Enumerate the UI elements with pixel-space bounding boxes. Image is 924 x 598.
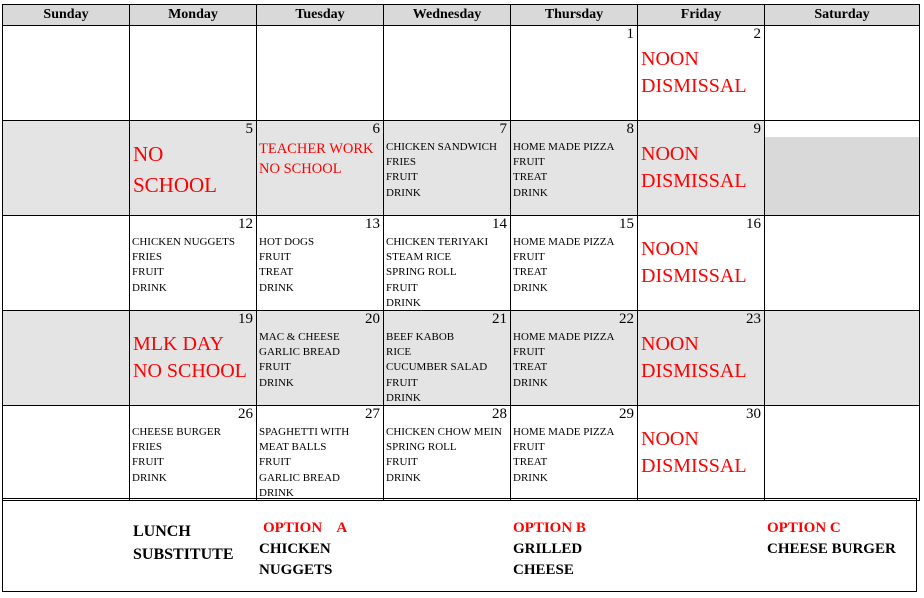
day-cell-tuesday [257, 311, 384, 406]
menu-item: FRIES [132, 251, 162, 264]
lunch-substitute-box [2, 498, 917, 592]
menu-item: CHICKEN TERIYAKI [386, 236, 489, 248]
notice-line: NO SCHOOL [133, 360, 247, 382]
header-monday: Monday [130, 5, 257, 26]
notice-line: DISMISSAL [641, 170, 747, 192]
day-cell-friday [638, 121, 765, 216]
option-a-line1: CHICKEN [259, 541, 331, 557]
day-number: 5 [245, 121, 253, 137]
lunch-menu [132, 235, 235, 296]
option-c-line1: CHEESE BURGER [767, 541, 896, 557]
day-cell-sunday [3, 216, 130, 311]
lunch-menu [386, 235, 488, 311]
day-cell-monday [130, 311, 257, 406]
header-thursday: Thursday [511, 5, 638, 26]
menu-item: DRINK [259, 376, 294, 389]
day-cell-tuesday [257, 121, 384, 216]
menu-item: DRINK [132, 471, 167, 484]
day-number: 2 [753, 26, 761, 42]
menu-item: MAC & CHEESE [259, 331, 340, 343]
menu-item: FRUIT [132, 266, 164, 279]
day-cell-friday [638, 216, 765, 311]
notice-line: DISMISSAL [641, 265, 747, 287]
week-row [3, 406, 920, 501]
notice-line: NOON [641, 333, 699, 355]
day-cell-thursday [511, 216, 638, 311]
menu-item: DRINK [513, 186, 548, 199]
menu-item: FRUIT [259, 251, 291, 264]
menu-item: FRUIT [259, 456, 291, 469]
menu-item: FRUIT [132, 456, 164, 469]
day-cell-monday [130, 26, 257, 121]
day-cell-monday [130, 121, 257, 216]
menu-item: CHEESE BURGER [132, 426, 221, 438]
day-number: 16 [746, 216, 761, 232]
menu-item: HOME MADE PIZZA [513, 236, 615, 248]
notice-line: NOON [641, 143, 699, 165]
day-cell-wednesday [384, 406, 511, 501]
lunch-calendar [2, 4, 920, 501]
menu-item: SPAGHETTI WITH [259, 426, 350, 438]
menu-item: DRINK [386, 471, 421, 484]
menu-item: MEAT BALLS [259, 441, 327, 454]
menu-item: RICE [386, 346, 412, 359]
menu-item: CHICKEN NUGGETS [132, 236, 235, 248]
option-b-label: OPTION B [513, 520, 586, 536]
day-number: 23 [746, 311, 761, 327]
day-cell-tuesday [257, 216, 384, 311]
header-friday: Friday [638, 5, 765, 26]
notice-line: NOON [641, 48, 699, 70]
option-b-line2: CHEESE [513, 562, 574, 578]
header-tuesday: Tuesday [257, 5, 384, 26]
menu-item: FRUIT [513, 156, 545, 169]
header-saturday: Saturday [765, 5, 920, 26]
notice-line: NO [133, 142, 164, 166]
menu-item: TREAT [513, 361, 548, 374]
day-number: 28 [492, 406, 507, 422]
menu-item: SPRING ROLL [386, 266, 457, 279]
notice-line: NO SCHOOL [259, 161, 342, 177]
menu-item: FRUIT [386, 171, 418, 184]
notice-line: MLK DAY [133, 333, 224, 355]
lunch-menu [513, 425, 614, 486]
menu-item: DRINK [513, 281, 548, 294]
day-number: 26 [238, 406, 253, 422]
week-row [3, 311, 920, 406]
day-number: 9 [753, 121, 761, 137]
lunch-menu [513, 330, 614, 391]
menu-item: DRINK [513, 471, 548, 484]
day-number: 12 [238, 216, 253, 232]
day-number: 14 [492, 216, 507, 232]
day-cell-thursday [511, 121, 638, 216]
menu-item: TREAT [513, 266, 548, 279]
day-cell-sunday [3, 311, 130, 406]
day-number: 1 [626, 26, 634, 42]
day-cell-friday [638, 406, 765, 501]
special-notice [641, 236, 747, 290]
option-c-label: OPTION C [767, 520, 841, 536]
lunch-menu [513, 235, 614, 296]
day-number: 15 [619, 216, 634, 232]
lunch-menu [259, 235, 314, 296]
day-number: 30 [746, 406, 761, 422]
day-cell-tuesday [257, 26, 384, 121]
day-cell-monday [130, 406, 257, 501]
menu-item: DRINK [386, 391, 421, 404]
menu-item: DRINK [259, 281, 294, 294]
day-cell-saturday [765, 216, 920, 311]
menu-item: FRIES [132, 441, 162, 454]
day-cell-sunday [3, 406, 130, 501]
day-cell-wednesday [384, 311, 511, 406]
menu-item: FRUIT [513, 251, 545, 264]
menu-item: FRUIT [513, 346, 545, 359]
header-wednesday: Wednesday [384, 5, 511, 26]
day-cell-sunday [3, 26, 130, 121]
menu-item: DRINK [386, 296, 421, 309]
substitute-label-line2: SUBSTITUTE [133, 546, 234, 563]
menu-item: HOME MADE PIZZA [513, 426, 615, 438]
special-notice [133, 139, 217, 201]
menu-item: GARLIC BREAD [259, 471, 340, 484]
menu-item: SPRING ROLL [386, 441, 457, 454]
special-notice [641, 141, 747, 195]
option-a-label: OPTION A [263, 520, 348, 536]
day-cell-thursday [511, 311, 638, 406]
day-number: 27 [365, 406, 380, 422]
substitute-label-line1: LUNCH [133, 523, 191, 540]
week-row [3, 121, 920, 216]
lunch-menu [259, 425, 349, 501]
day-cell-thursday [511, 406, 638, 501]
day-number: 13 [365, 216, 380, 232]
day-number: 8 [626, 121, 634, 137]
lunch-menu [386, 425, 502, 486]
special-notice [641, 426, 747, 480]
lunch-menu [513, 140, 614, 201]
menu-item: FRUIT [259, 361, 291, 374]
day-cell-monday [130, 216, 257, 311]
special-notice [259, 139, 374, 179]
shaded-band [765, 137, 919, 215]
menu-item: DRINK [386, 186, 421, 199]
notice-line: NOON [641, 428, 699, 450]
day-cell-friday [638, 311, 765, 406]
day-cell-saturday [765, 26, 920, 121]
menu-item: BEEF KABOB [386, 331, 455, 343]
day-cell-tuesday [257, 406, 384, 501]
day-number: 21 [492, 311, 507, 327]
menu-item: HOME MADE PIZZA [513, 331, 615, 343]
week-row [3, 216, 920, 311]
special-notice [641, 46, 747, 100]
day-number: 22 [619, 311, 634, 327]
option-a-line2: NUGGETS [259, 562, 333, 578]
menu-item: TREAT [513, 171, 548, 184]
menu-item: GARLIC BREAD [259, 346, 340, 359]
menu-item: DRINK [513, 376, 548, 389]
menu-item: FRUIT [386, 376, 418, 389]
menu-item: FRIES [386, 156, 416, 169]
lunch-menu [259, 330, 340, 391]
menu-item: CUCUMBER SALAD [386, 361, 488, 374]
lunch-menu [386, 330, 487, 406]
day-number: 20 [365, 311, 380, 327]
day-cell-thursday [511, 26, 638, 121]
special-notice [133, 331, 247, 385]
notice-line: NOON [641, 238, 699, 260]
option-b-line1: GRILLED [513, 541, 583, 557]
menu-item: STEAM RICE [386, 251, 452, 264]
notice-line: DISMISSAL [641, 360, 747, 382]
menu-item: DRINK [132, 281, 167, 294]
day-number: 29 [619, 406, 634, 422]
lunch-menu [132, 425, 221, 486]
day-cell-wednesday [384, 216, 511, 311]
notice-line: DISMISSAL [641, 455, 747, 477]
notice-line: TEACHER WORK [259, 141, 374, 157]
menu-item: TREAT [513, 456, 548, 469]
day-cell-friday [638, 26, 765, 121]
menu-item: FRUIT [386, 456, 418, 469]
weekday-header-row [3, 5, 920, 26]
day-cell-wednesday [384, 121, 511, 216]
menu-item: CHICKEN SANDWICH [386, 141, 497, 153]
header-sunday: Sunday [3, 5, 130, 26]
lunch-menu [386, 140, 497, 201]
menu-item: HOT DOGS [259, 236, 315, 248]
day-cell-sunday [3, 121, 130, 216]
menu-item: FRUIT [386, 281, 418, 294]
week-row [3, 26, 920, 121]
day-cell-saturday [765, 121, 920, 216]
day-number: 6 [372, 121, 380, 137]
menu-item: HOME MADE PIZZA [513, 141, 615, 153]
special-notice [641, 331, 747, 385]
menu-item: TREAT [259, 266, 294, 279]
menu-item: DRINK [259, 486, 294, 499]
day-cell-saturday [765, 406, 920, 501]
day-number: 7 [499, 121, 507, 137]
notice-line: DISMISSAL [641, 75, 747, 97]
day-cell-saturday [765, 311, 920, 406]
menu-item: FRUIT [513, 441, 545, 454]
menu-item: CHICKEN CHOW MEIN [386, 426, 502, 438]
notice-line: SCHOOL [133, 173, 218, 197]
day-cell-wednesday [384, 26, 511, 121]
day-number: 19 [238, 311, 253, 327]
